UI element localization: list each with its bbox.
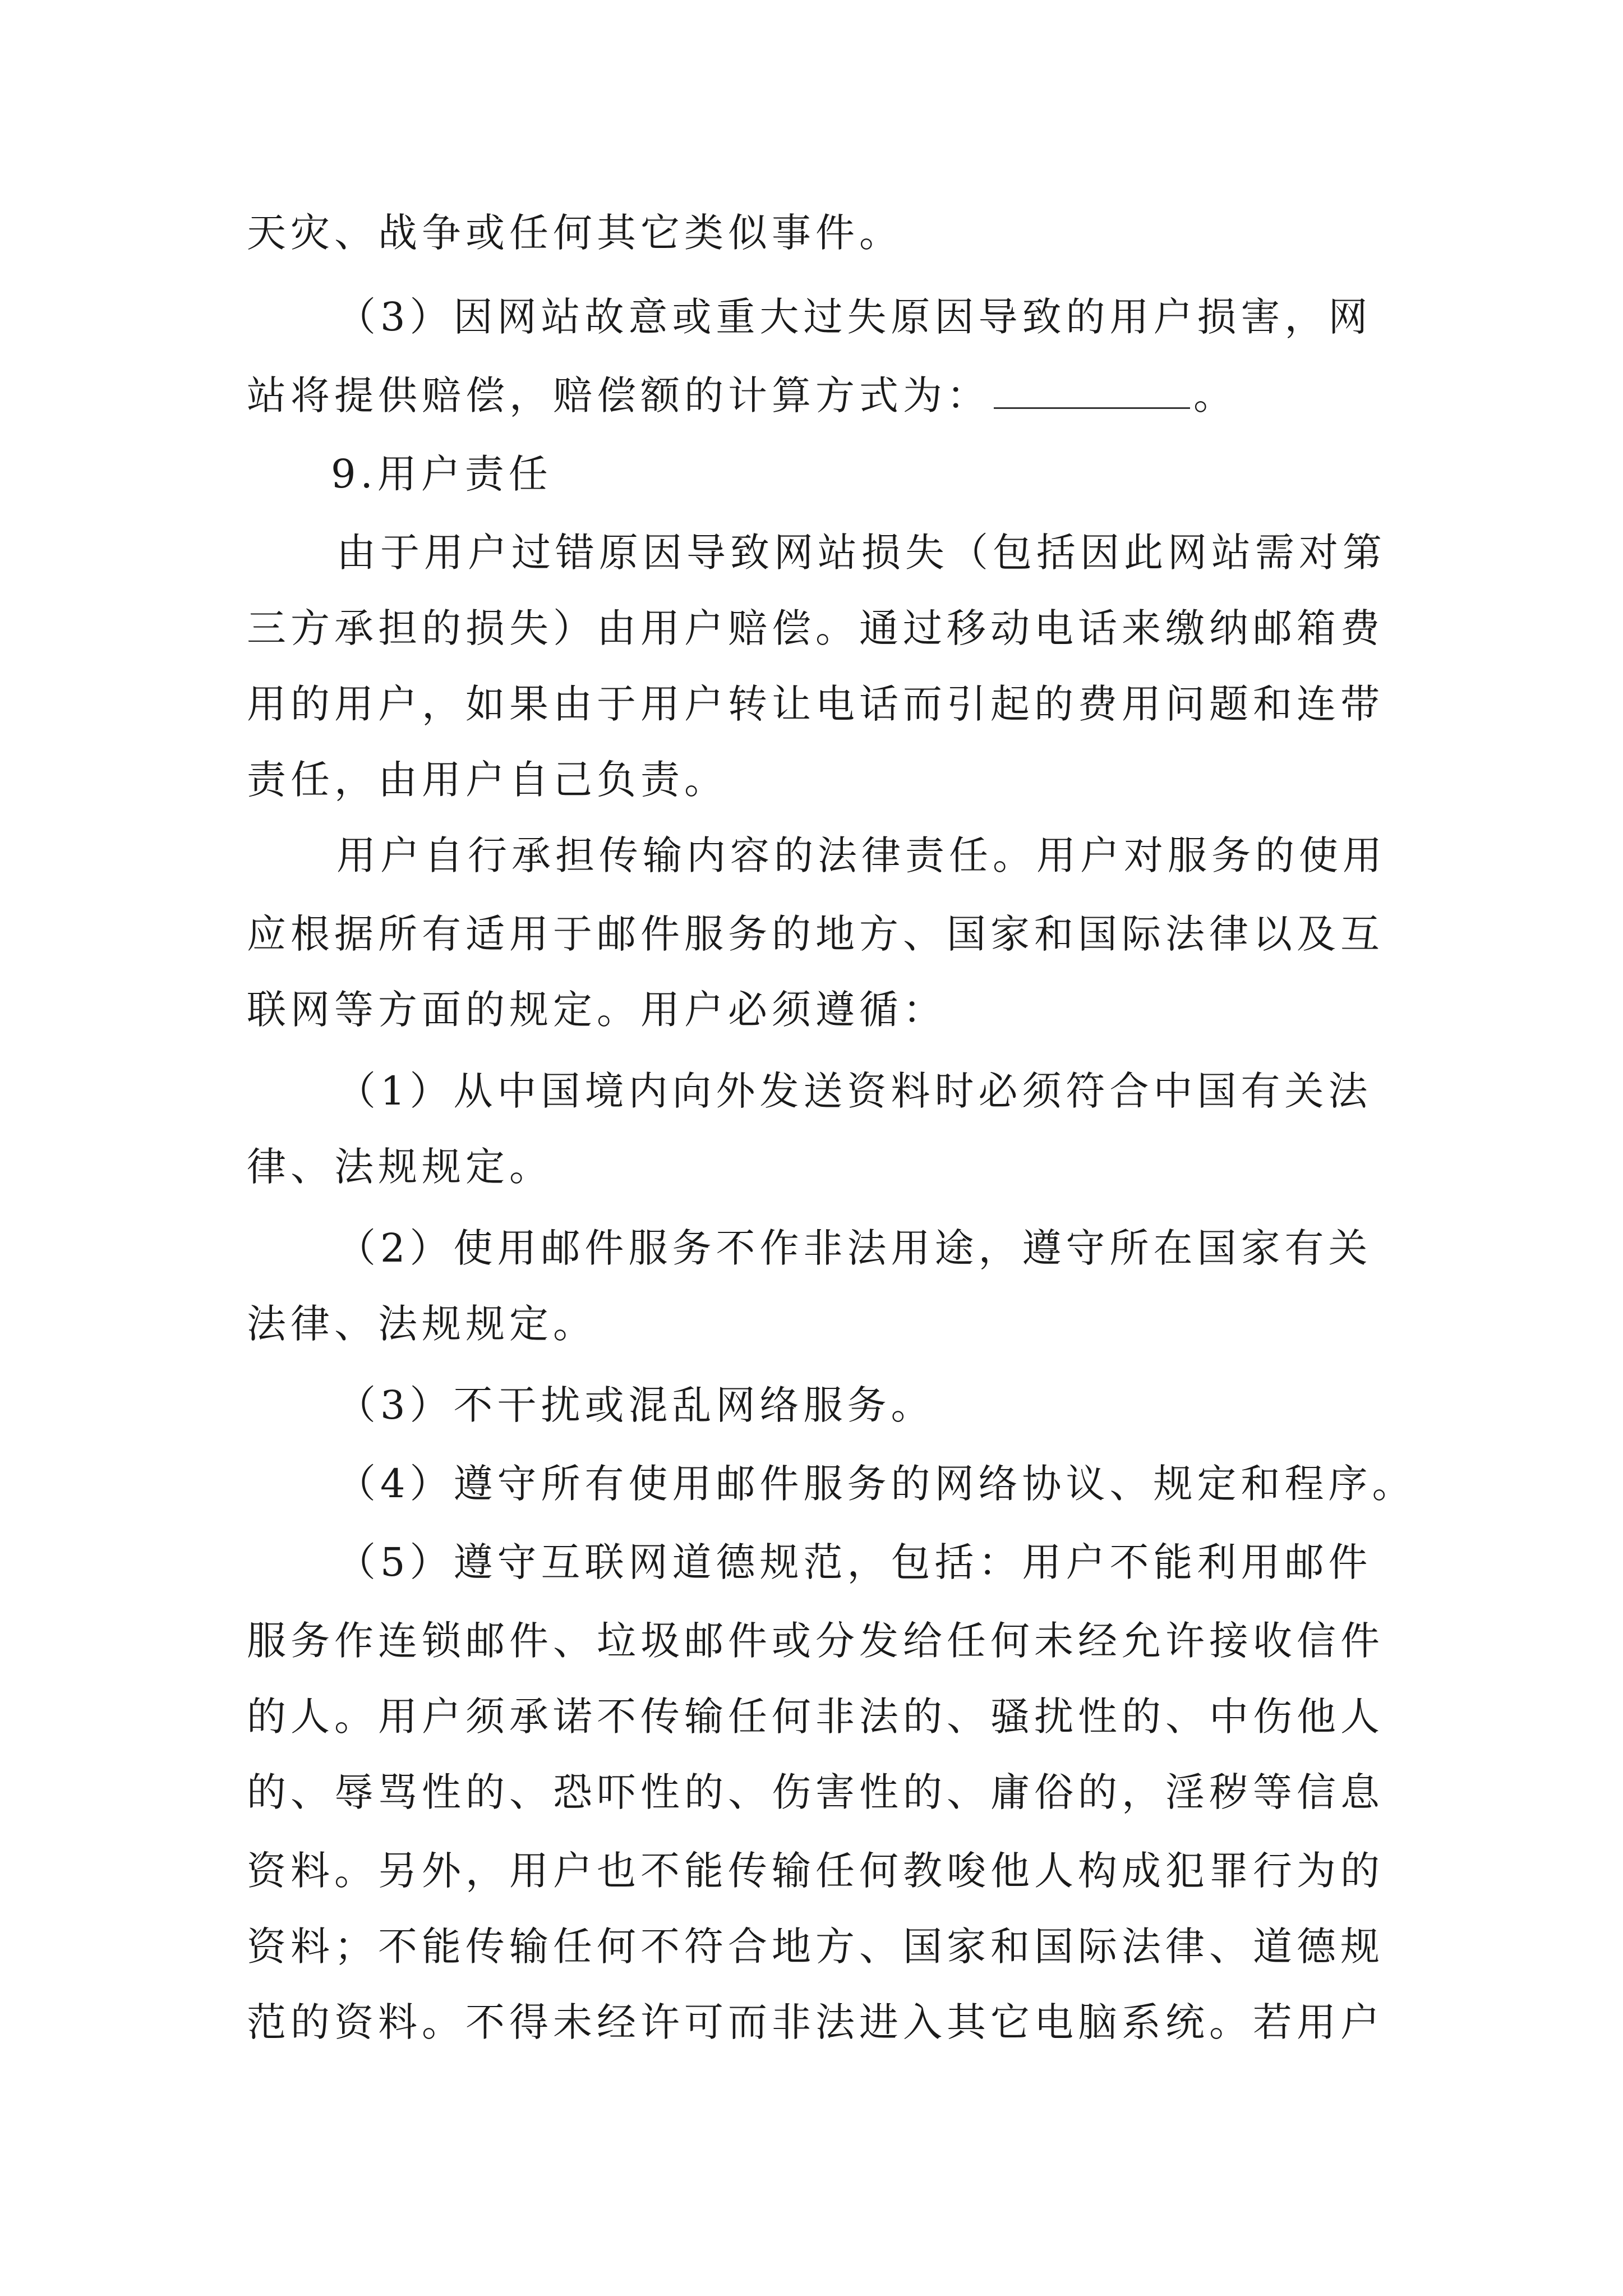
text-line-with-blank bbox=[247, 370, 1237, 421]
text-line: 责任，由用户自己负责。 bbox=[247, 757, 728, 803]
text-line: 联网等方面的规定。用户必须遵循： bbox=[247, 987, 947, 1033]
text-line: 三方承担的损失）由用户赔偿。通过移动电话来缴纳邮箱费 bbox=[247, 605, 1384, 651]
text-line: （3）不干扰或混乱网络服务。 bbox=[336, 1382, 935, 1428]
text-line: （2）使用邮件服务不作非法用途，遵守所在国家有关 bbox=[336, 1225, 1372, 1271]
text-line: 应根据所有适用于邮件服务的地方、国家和国际法律以及互 bbox=[247, 911, 1384, 957]
text-line: （5）遵守互联网道德规范，包括：用户不能利用邮件 bbox=[336, 1539, 1372, 1585]
text-line: 律、法规规定。 bbox=[247, 1144, 553, 1190]
fill-in-blank bbox=[994, 372, 1190, 409]
text-line: （4）遵守所有使用邮件服务的网络协议、规定和程序。 bbox=[336, 1461, 1416, 1507]
text-line: 资料。另外，用户也不能传输任何教唆他人构成犯罪行为的 bbox=[247, 1848, 1384, 1894]
text-line: 用的用户，如果由于用户转让电话而引起的费用问题和连带 bbox=[247, 681, 1384, 727]
text-line: 的人。用户须承诺不传输任何非法的、骚扰性的、中伤他人 bbox=[247, 1694, 1384, 1740]
text-line: （1）从中国境内向外发送资料时必须符合中国有关法 bbox=[336, 1068, 1372, 1114]
text-line: 范的资料。不得未经许可而非法进入其它电脑系统。若用户 bbox=[247, 1999, 1384, 2045]
text-line: 资料；不能传输任何不符合地方、国家和国际法律、道德规 bbox=[247, 1924, 1384, 1970]
text-line: 天灾、战争或任何其它类似事件。 bbox=[247, 210, 903, 256]
text-line: 由于用户过错原因导致网站损失（包括因此网站需对第 bbox=[336, 530, 1386, 576]
text-segment: 。 bbox=[1193, 372, 1237, 418]
text-line: （3）因网站故意或重大过失原因导致的用户损害，网 bbox=[336, 294, 1372, 340]
text-segment: 站将提供赔偿，赔偿额的计算方式为： bbox=[247, 372, 990, 418]
text-line: 服务作连锁邮件、垃圾邮件或分发给任何未经允许接收信件 bbox=[247, 1618, 1384, 1664]
text-line: 法律、法规规定。 bbox=[247, 1301, 597, 1347]
text-line: 用户自行承担传输内容的法律责任。用户对服务的使用 bbox=[336, 832, 1386, 878]
section-heading: 9.用户责任 bbox=[331, 451, 552, 497]
text-line: 的、辱骂性的、恐吓性的、伤害性的、庸俗的，淫秽等信息 bbox=[247, 1769, 1384, 1815]
